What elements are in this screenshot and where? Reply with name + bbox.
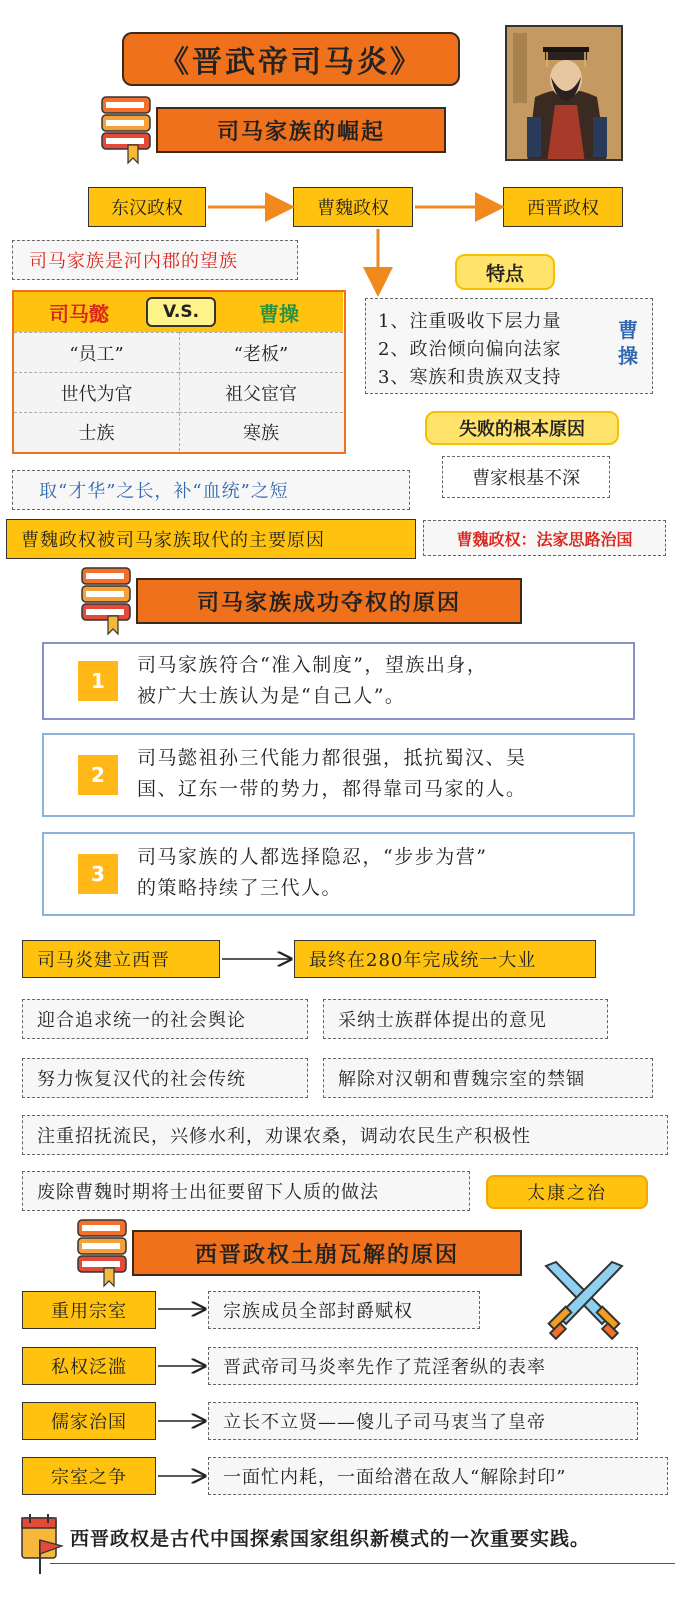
section-heading-rise: 司马家族的崛起	[156, 107, 446, 153]
reason-line: 国、辽东一带的势力，都得靠司马家的人。	[137, 778, 527, 800]
cause-detail: 立长不立贤——傻儿子司马衷当了皇帝	[208, 1402, 638, 1440]
feature-item: 2、政治倾向偏向法家	[378, 339, 562, 360]
unification-box: 最终在280年完成统一大业	[294, 940, 596, 978]
failure-reason: 曹家根基不深	[442, 456, 610, 498]
era-badge: 太康之治	[486, 1175, 648, 1209]
failure-label: 失败的根本原因	[425, 411, 619, 445]
policy-item: 努力恢复汉代的社会传统	[22, 1058, 308, 1098]
legalist-note: 曹魏政权：法家思路治国	[423, 520, 666, 556]
feature-item: 1、注重吸收下层力量	[378, 311, 562, 332]
wangzu-note: 司马家族是河内郡的望族	[12, 240, 298, 280]
table-cell: 世代为官	[14, 372, 179, 412]
table-cell: 祖父宦官	[179, 372, 343, 412]
policy-item: 采纳士族群体提出的意见	[323, 999, 608, 1039]
features-side-label: 曹操	[618, 318, 638, 368]
main-reason: 曹魏政权被司马家族取代的主要原因	[6, 519, 416, 559]
underline	[50, 1563, 675, 1564]
flow-western-jin: 西晋政权	[503, 187, 623, 227]
cause-detail: 宗族成员全部封爵赋权	[208, 1291, 480, 1329]
page-title: 《晋武帝司马炎》	[122, 32, 460, 86]
cause-detail: 一面忙内耗，一面给潜在敌人“解除封印”	[208, 1457, 668, 1495]
feature-item: 3、寒族和贵族双支持	[378, 367, 562, 388]
table-cell: 寒族	[179, 412, 343, 451]
book-stack-icon	[76, 1218, 128, 1288]
compare-right-name: 曹操	[259, 301, 299, 326]
cause-label: 宗室之争	[22, 1457, 156, 1495]
cause-detail: 晋武帝司马炎率先作了荒淫奢纵的表率	[208, 1347, 638, 1385]
cause-label: 重用宗室	[22, 1291, 156, 1329]
policy-item: 迎合追求统一的社会舆论	[22, 999, 308, 1039]
policy-item: 废除曹魏时期将士出征要留下人质的做法	[22, 1171, 470, 1211]
conclusion-text: 西晋政权是古代中国探索国家组织新模式的一次重要实践。	[70, 1527, 591, 1550]
cause-label: 儒家治国	[22, 1402, 156, 1440]
reason-line: 被广大士族认为是“自己人”。	[137, 685, 406, 707]
table-cell: “员工”	[14, 332, 179, 372]
compare-left-name: 司马懿	[49, 301, 109, 326]
flow-cao-wei: 曹魏政权	[293, 187, 413, 227]
section-heading-collapse: 西晋政权土崩瓦解的原因	[132, 1230, 522, 1276]
policy-item: 注重招抚流民，兴修水利，劝课农桑，调动农民生产积极性	[22, 1115, 668, 1155]
cause-label: 私权泛滥	[22, 1347, 156, 1385]
talent-note: 取“才华”之长，补“血统”之短	[12, 470, 410, 510]
vs-badge: V.S.	[146, 297, 216, 327]
table-cell: “老板”	[179, 332, 343, 372]
reason-line: 司马家族的人都选择隐忍，“步步为营”	[137, 846, 488, 868]
flow-eastern-han: 东汉政权	[88, 187, 206, 227]
table-cell: 士族	[14, 412, 179, 451]
section-heading-seize: 司马家族成功夺权的原因	[136, 578, 522, 624]
reason-line: 司马懿祖孙三代能力都很强，抵抗蜀汉、吴	[137, 747, 527, 769]
reason-line: 司马家族符合“准入制度”，望族出身，	[137, 654, 488, 676]
features-label: 特点	[455, 254, 555, 290]
calendar-flag-icon	[18, 1510, 66, 1576]
reason-number: 1	[78, 661, 118, 701]
reason-number: 3	[78, 854, 118, 894]
policy-item: 解除对汉朝和曹魏宗室的禁锢	[323, 1058, 653, 1098]
founding-box: 司马炎建立西晋	[22, 940, 220, 978]
reason-line: 的策略持续了三代人。	[137, 877, 343, 899]
reason-number: 2	[78, 755, 118, 795]
crossed-swords-icon	[536, 1258, 632, 1338]
